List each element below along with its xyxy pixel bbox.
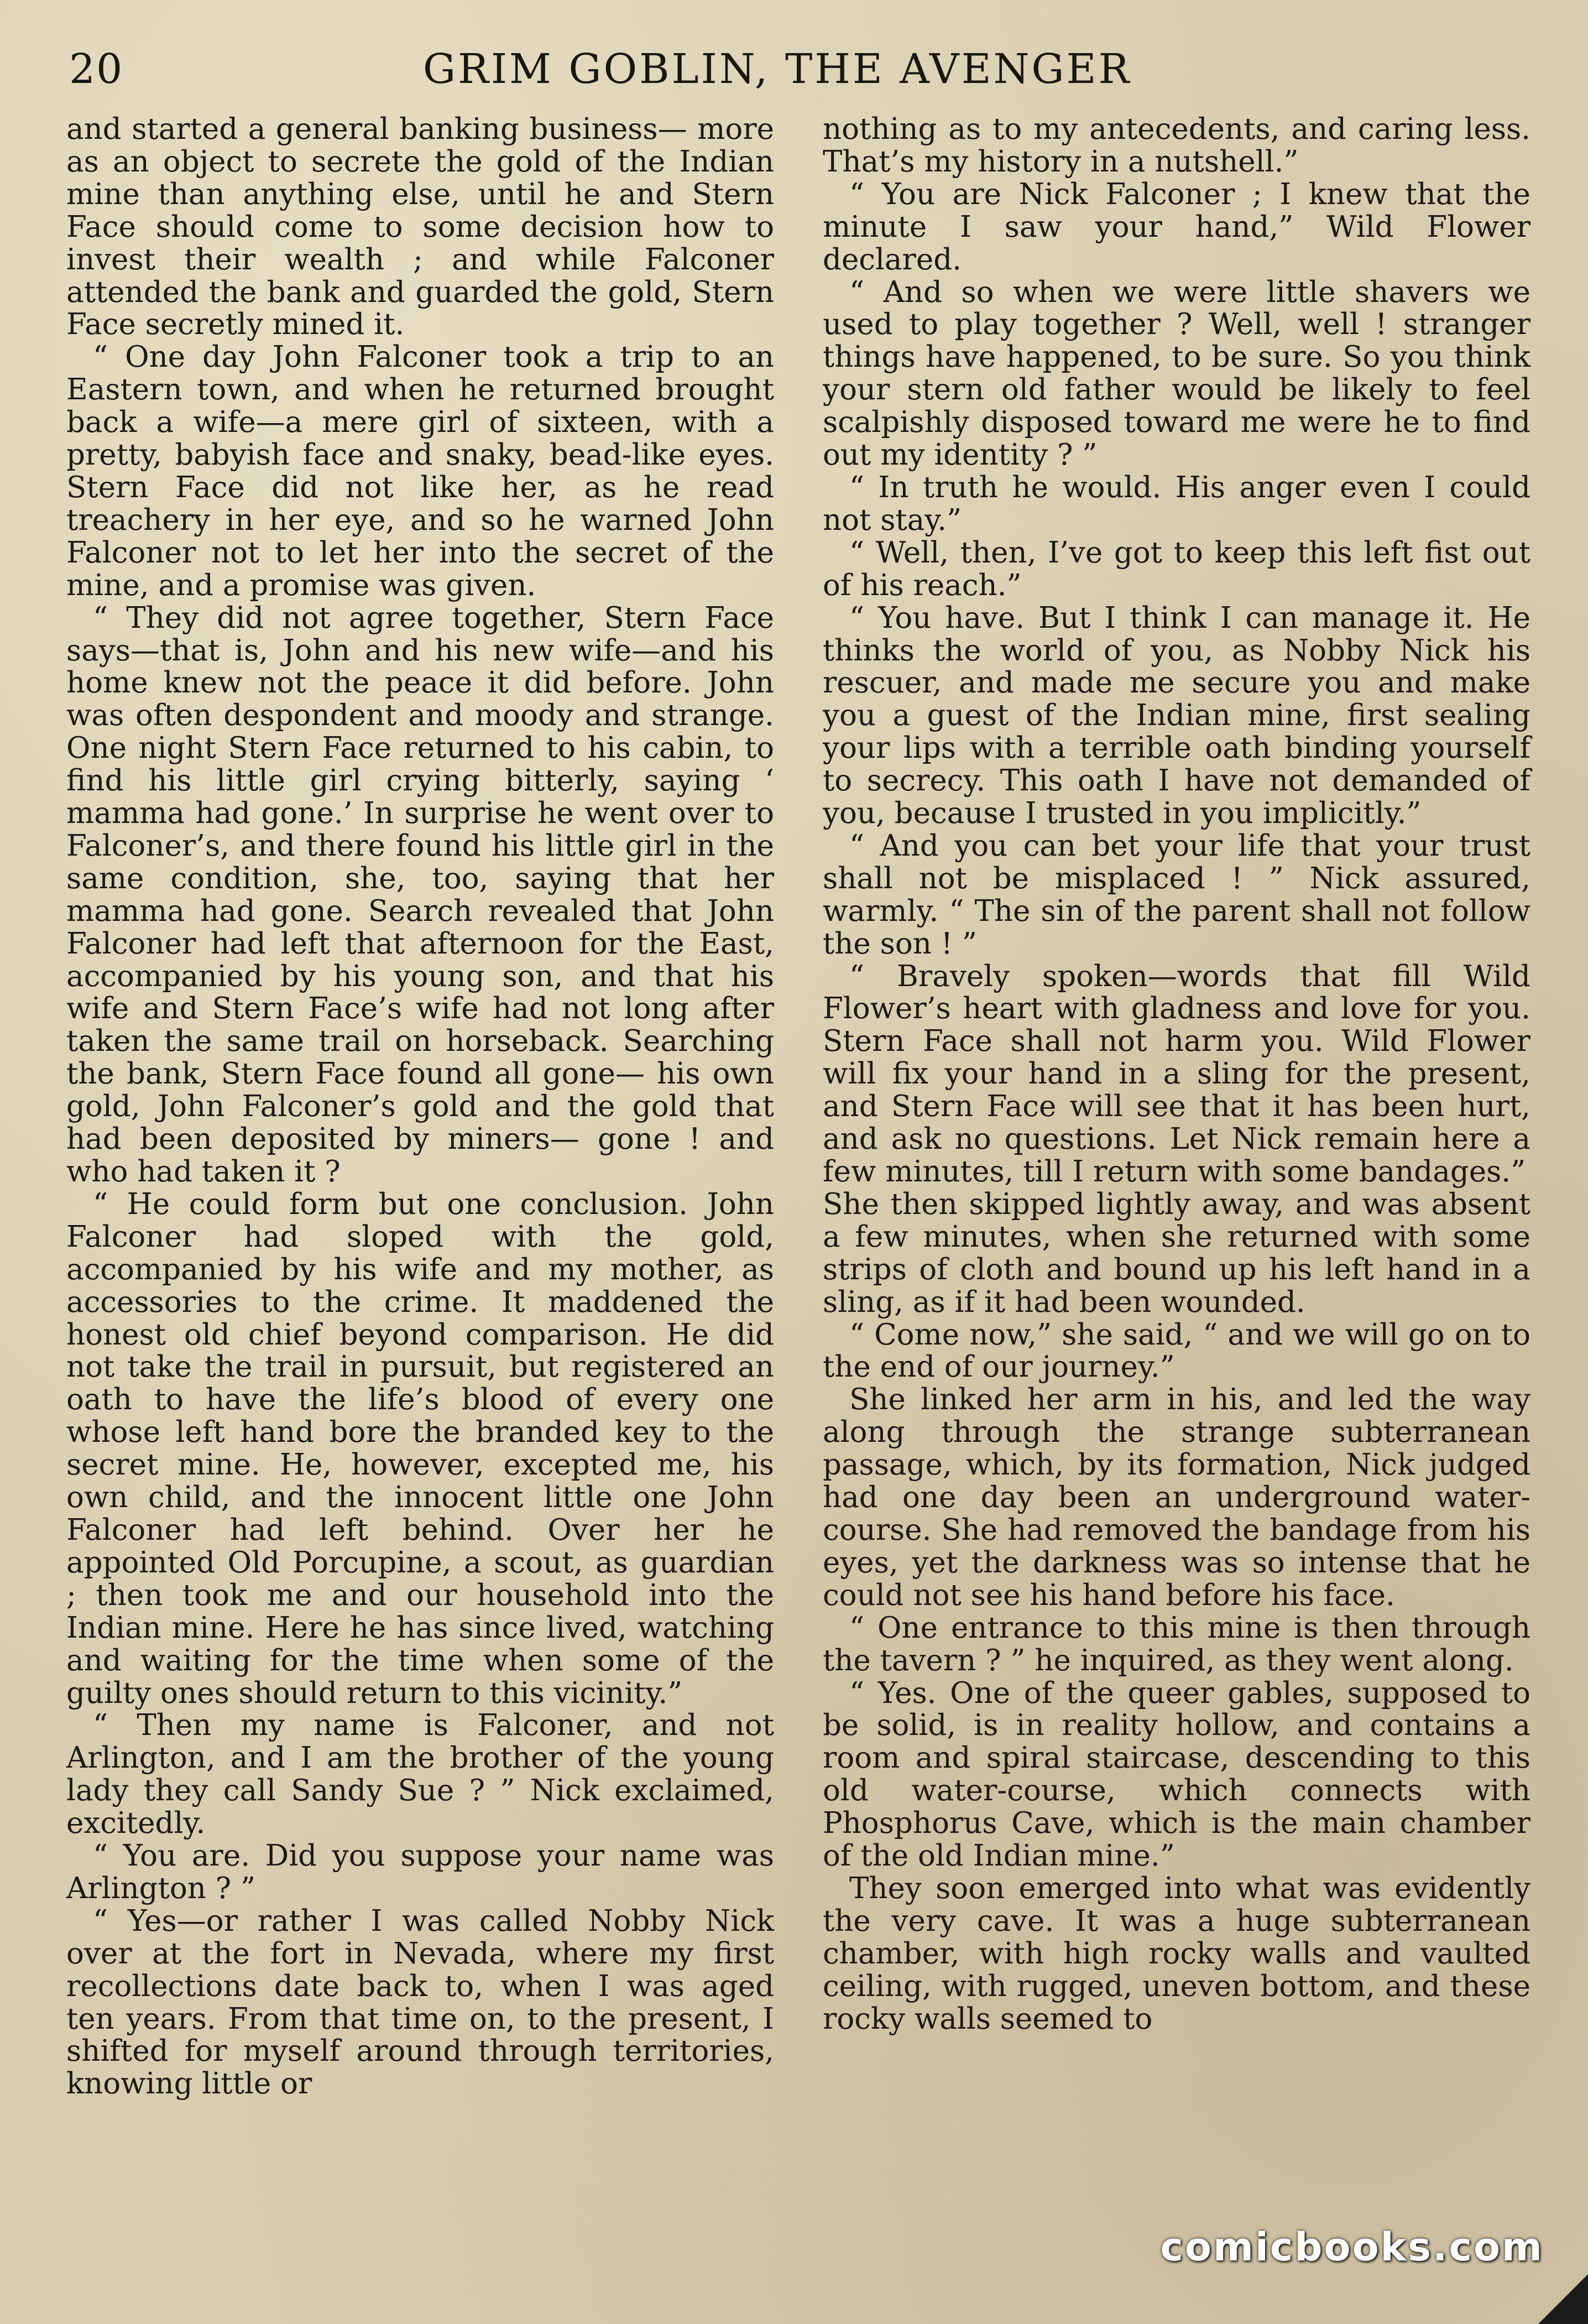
page-header — [69, 45, 1529, 106]
paragraph: “ Yes. One of the queer gables, supposed to be solid, is in reality hollow, and contains a room and spiral staircase, descending to this old water-course, which connects with Phosphorus Cave, which is the main chamber of the old Indian mine.” — [823, 1676, 1530, 1873]
site-watermark — [1112, 2219, 1566, 2291]
paragraph: “ One day John Falconer took a trip to an Eastern town, and when he returned brought back a wife—a mere girl of sixteen, with a pretty, babyish face and snaky, bead-like eyes. Stern Face did not like her, as he read treachery in her eye, and so he warned John Falconer not to let her into the secret of the mine, and a promise was given. — [66, 340, 774, 602]
left-text-column — [66, 113, 774, 2101]
paragraph: “ You have. But I think I can manage it. He thinks the world of you, as Nobby Nick his rescuer, and made me secure you and make you a guest of the Indian mine, first sealing your lips with a terrible oath binding yourself to secrecy. This oath I have not demanded of you, because I trusted in you implicitly.” — [823, 601, 1530, 831]
paragraph: She linked her arm in his, and led the way along through the strange subterranean passage, which, by its formation, Nick judged had one day been an underground water-course. She had removed the bandage from his eyes, yet the darkness was so intense that he could not see his hand before his face. — [823, 1383, 1530, 1612]
paragraph: “ Yes—or rather I was called Nobby Nick over at the fort in Nevada, where my first recollections date back to, when I was aged ten years. From that time on, to the present, I shifted for myself around through territories, knowing little or — [66, 1904, 774, 2101]
paragraph: They soon emerged into what was evidently the very cave. It was a huge subterranean chamber, with high rocky walls and vaulted ceiling, with rugged, uneven bottom, and these rocky walls seemed to — [823, 1871, 1530, 2036]
paragraph: “ In truth he would. His anger even I could not stay.” — [823, 470, 1530, 537]
paragraph: “ Bravely spoken—words that fill Wild Flower’s heart with gladness and love for you. Stern Face shall not harm you. Wild Flower will fix your hand in a sling for the present, and Stern Face will see that it has been hurt, and ask no questions. Let Nick remain here a few minutes, till I return with some bandages.” — [823, 959, 1530, 1189]
paragraph: “ You are. Did you suppose your name was Arlington ? ” — [66, 1839, 774, 1905]
right-text-column — [823, 113, 1530, 2035]
paragraph: “ Well, then, I’ve got to keep this left fist out of his reach.” — [823, 535, 1530, 602]
paragraph: nothing as to my antecedents, and caring less. That’s my history in a nutshell.” — [823, 112, 1530, 179]
paragraph: “ And so when we were little shavers we used to play together ? Well, well ! stranger things have happened, to be sure. So you think your stern old father would be likely to feel scalpishly disposed toward me were he to find out my identity ? ” — [823, 275, 1530, 472]
paragraph: “ You are Nick Falconer ; I knew that the minute I saw your hand,” Wild Flower declared. — [823, 177, 1530, 277]
watermark-text: comicbooks.com — [1160, 2224, 1544, 2270]
paragraph: “ And you can bet your life that your trust shall not be misplaced ! ” Nick assured, warmly. “ The sin of the parent shall not follow the son ! ” — [823, 828, 1530, 961]
paragraph: “ They did not agree together, Stern Face says—that is, John and his new wife—and his home knew not the peace it did before. John was often despondent and moody and strange. One night Stern Face returned to his cabin, to find his little girl crying bitterly, saying ‘ mamma had gone.’ In surprise he went over to Falconer’s, and there found his little girl in the same condition, she, too, saying that her mamma had gone. Search revealed that John Falconer had left that afternoon for the East, accompanied by his young son, and that his wife and Stern Face’s wife had not long after taken the same trail on horseback. Searching the bank, Stern Face found all gone— his own gold, John Falconer’s gold and the gold that had been deposited by miners— gone ! and who had taken it ? — [66, 601, 774, 1189]
paragraph: “ Then my name is Falconer, and not Arlington, and I am the brother of the young lady they call Sandy Sue ? ” Nick exclaimed, excitedly. — [66, 1708, 774, 1841]
running-title: GRIM GOBLIN, THE AVENGER — [423, 45, 1132, 93]
page-corner — [1538, 2274, 1588, 2324]
page-number: 20 — [69, 45, 124, 93]
paragraph: She then skipped lightly away, and was absent a few minutes, when she returned with some strips of cloth and bound up his left hand in a sling, as if it had been wounded. — [823, 1187, 1530, 1319]
paragraph: “ He could form but one conclusion. John Falconer had sloped with the gold, accompanied by his wife and my mother, as accessories to the crime. It maddened the honest old chief beyond comparison. He did not take the trail in pursuit, but registered an oath to have the life’s blood of every one whose left hand bore the branded key to the secret mine. He, however, excepted me, his own child, and the innocent little one John Falconer had left behind. Over her he appointed Old Porcupine, a scout, as guardian ; then took me and our household into the Indian mine. Here he has since lived, watching and waiting for the time when some of the guilty ones should return to this vicinity.” — [66, 1187, 774, 1710]
paragraph: “ One entrance to this mine is then through the tavern ? ” he inquired, as they went along. — [823, 1611, 1530, 1677]
paragraph: and started a general banking business— more as an object to secrete the gold of the Indian mine than anything else, until he and Stern Face should come to some decision how to invest their wealth ; and while Falconer attended the bank and guarded the gold, Stern Face secretly mined it. — [66, 112, 774, 342]
paragraph: “ Come now,” she said, “ and we will go on to the end of our journey.” — [823, 1317, 1530, 1384]
